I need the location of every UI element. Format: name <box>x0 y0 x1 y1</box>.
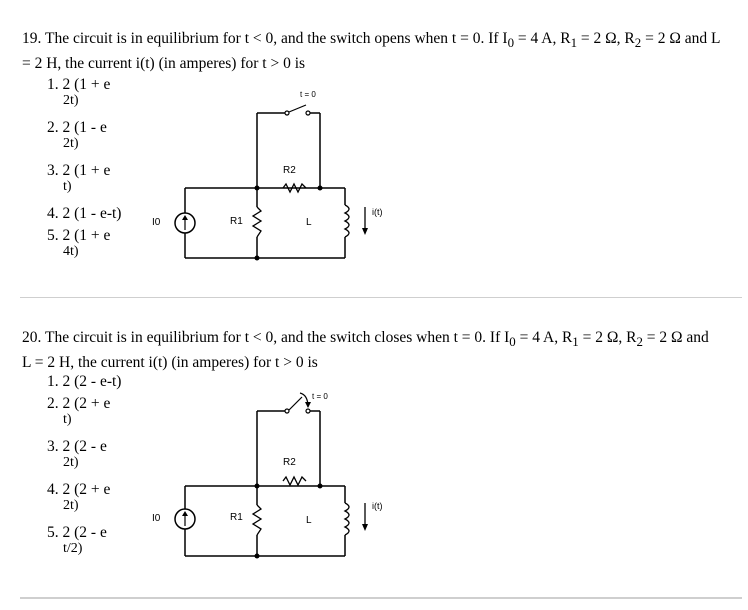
sub: 2 <box>636 334 643 350</box>
sub: 1 <box>570 35 578 51</box>
answer-option[interactable] <box>47 119 107 151</box>
option-exponent: t) <box>63 412 72 427</box>
switch-label: t = 0 <box>300 90 316 99</box>
option-text: 1. 2 (2 - e-t) <box>47 373 122 390</box>
option-exponent: 2t) <box>63 455 79 470</box>
option-text: 2. 2 (2 + e <box>47 395 111 412</box>
r2-label: R2 <box>283 165 296 176</box>
answer-option[interactable] <box>47 524 107 556</box>
current-label: i(t) <box>372 501 383 511</box>
option-exponent: 2t) <box>63 498 79 513</box>
question-20-text <box>22 327 734 373</box>
question-number: 19. <box>22 30 42 47</box>
node-dots <box>255 484 323 559</box>
sub: 0 <box>507 35 515 51</box>
option-exponent: 2t) <box>63 93 79 108</box>
answer-option[interactable] <box>47 438 107 470</box>
option-text: 4. 2 (2 + e <box>47 481 111 498</box>
switch-label: t = 0 <box>312 392 328 401</box>
current-label: i(t) <box>372 207 383 217</box>
answer-option[interactable] <box>47 395 111 427</box>
sub: 2 <box>634 35 642 51</box>
text: = 4 A, R <box>515 329 573 346</box>
option-exponent: 4t) <box>63 244 79 259</box>
text: = 4 A, R <box>514 30 571 47</box>
option-exponent: 2t) <box>63 136 79 151</box>
option-text: 5. 2 (1 + e <box>47 227 111 244</box>
answer-option[interactable] <box>47 76 111 108</box>
switch-symbol <box>285 105 310 115</box>
circuit-diagram-19 <box>140 85 383 270</box>
answer-option[interactable] <box>47 481 111 513</box>
i0-label: I0 <box>152 217 161 228</box>
answer-option[interactable] <box>47 162 111 194</box>
r2-resistor-symbol <box>283 477 306 485</box>
question-line1: The circuit is in equilibrium for t < 0, and the switch closes when t = 0. If I <box>44 329 510 346</box>
question-number: 20. <box>22 329 42 346</box>
circuit-diagram-20 <box>140 383 383 568</box>
text: = 2 Ω and <box>642 329 709 346</box>
r1-resistor-symbol <box>253 207 261 237</box>
option-text: 2. 2 (1 - e <box>47 119 107 136</box>
option-exponent: t/2) <box>63 541 83 556</box>
l-label: L <box>306 515 312 526</box>
option-text: 5. 2 (2 - e <box>47 524 107 541</box>
option-text: 1. 2 (1 + e <box>47 76 111 93</box>
r1-resistor-symbol <box>253 505 261 535</box>
node-dots <box>255 186 323 261</box>
inductor-symbol <box>345 503 349 535</box>
option-exponent: t) <box>63 179 72 194</box>
section-divider <box>20 297 742 298</box>
l-label: L <box>306 217 312 228</box>
option-text: 3. 2 (2 - e <box>47 438 107 455</box>
question-19-text <box>22 28 734 74</box>
r1-label: R1 <box>230 216 243 227</box>
section-divider <box>20 597 742 599</box>
answer-option[interactable] <box>47 373 121 391</box>
text: = 2 Ω and L <box>641 30 721 47</box>
answer-option[interactable] <box>47 227 111 259</box>
option-text: 4. 2 (1 - e-t) <box>47 205 122 222</box>
sub: 0 <box>509 334 516 350</box>
question-line2: = 2 H, the current i(t) (in amperes) for t > 0 is <box>22 55 306 73</box>
answer-option[interactable] <box>47 205 121 223</box>
text: = 2 Ω, R <box>577 30 635 47</box>
sub: 1 <box>572 334 579 350</box>
i0-label: I0 <box>152 513 161 524</box>
inductor-symbol <box>345 205 349 237</box>
question-line1: The circuit is in equilibrium for t < 0, and the switch opens when t = 0. If I <box>44 30 508 47</box>
option-text: 3. 2 (1 + e <box>47 162 111 179</box>
current-source-symbol <box>175 213 195 233</box>
r1-label: R1 <box>230 512 243 523</box>
current-source-symbol <box>175 509 195 529</box>
text: = 2 Ω, R <box>578 329 637 346</box>
r2-label: R2 <box>283 457 296 468</box>
question-line2: L = 2 H, the current i(t) (in amperes) for t > 0 is <box>22 354 318 372</box>
